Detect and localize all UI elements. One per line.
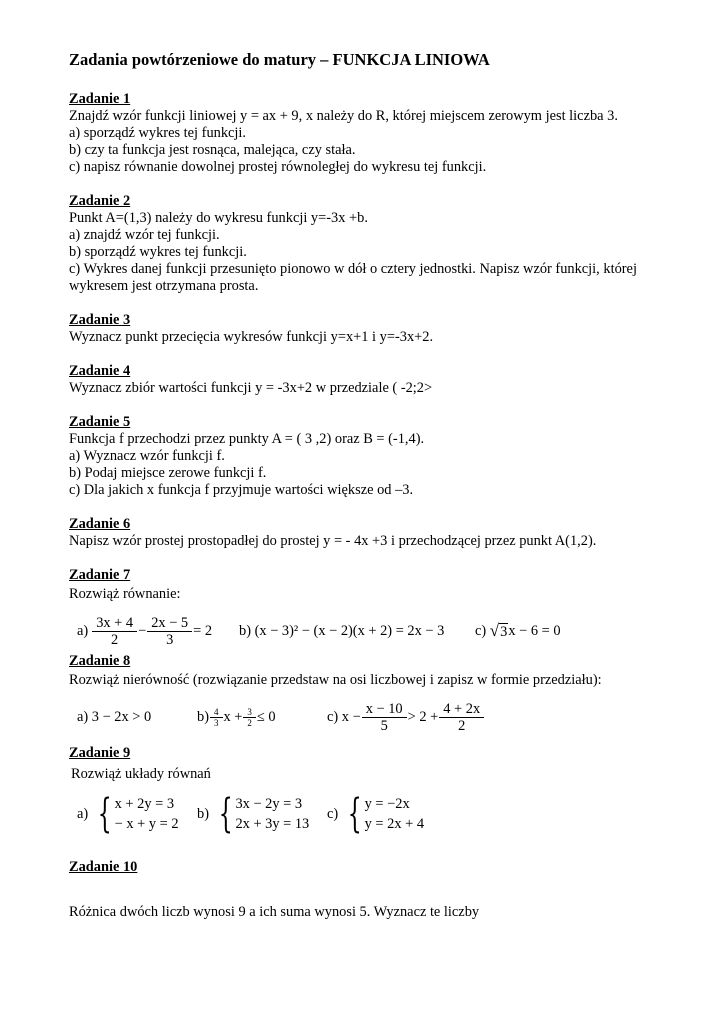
system-row: − x + y = 2 [114, 816, 179, 832]
denominator: 2 [439, 717, 484, 734]
equation-label: c) [475, 622, 487, 639]
equation-system [213, 791, 310, 837]
curly-brace-icon: { [218, 791, 233, 837]
task-text: Napisz wzór prostej prostopadłej do prostej y = - 4x +3 i przechodzącej przez punkt A(1,2). [69, 533, 597, 549]
task-text: a) Wyznacz wzór funkcji f. [69, 448, 225, 464]
numerator: 3 [247, 706, 252, 717]
document-page [69, 50, 669, 938]
task-text: c) napisz równanie dowolnej prostej równoległej do wykresu tej funkcji. [69, 159, 487, 175]
task-title: Zadanie 2 [69, 193, 131, 209]
task-text: b) Podaj miejsce zerowe funkcji f. [69, 465, 267, 481]
task-text: Różnica dwóch liczb wynosi 9 a ich suma wynosi 5. Wyznacz te liczby [69, 904, 480, 920]
denominator: 3 [210, 717, 223, 728]
curly-brace-icon: { [347, 791, 362, 837]
task-text: Rozwiąż równanie: [69, 586, 181, 602]
system-a [77, 789, 179, 839]
task-8 [69, 653, 669, 739]
square-root [489, 620, 509, 640]
task-9 [69, 745, 669, 839]
task-4 [69, 363, 669, 397]
equation-label: b) [197, 805, 209, 822]
task-3 [69, 312, 669, 346]
numerator: x − 10 [365, 700, 403, 717]
system-row: 2x + 3y = 13 [235, 816, 310, 832]
equation-label: a) [77, 708, 89, 725]
numerator: 2x − 5 [151, 614, 189, 631]
equation-row [69, 609, 669, 653]
system-c [327, 789, 424, 839]
task-2 [69, 193, 669, 295]
system-row: y = −2x [364, 796, 410, 812]
equation-lhs: x − [341, 708, 361, 725]
equation-label: c) [327, 805, 339, 822]
equation-label: a) [77, 622, 89, 639]
task-text: a) znajdź wzór tej funkcji. [69, 227, 220, 243]
task-text: b) czy ta funkcja jest rosnąca, malejąca, czy stała. [69, 142, 356, 158]
denominator: 2 [92, 631, 137, 648]
task-5 [69, 414, 669, 499]
task-title: Zadanie 1 [69, 91, 131, 107]
operator: − [138, 622, 147, 639]
fraction [94, 615, 135, 648]
task-title: Zadanie 3 [69, 312, 131, 328]
equation-expr: 3 − 2x > 0 [91, 708, 152, 725]
task-text: Funkcja f przechodzi przez punkty A = ( 3 ,2) oraz B = (-1,4). [69, 431, 425, 447]
task-title: Zadanie 9 [69, 745, 131, 761]
task-text: Wyznacz punkt przecięcia wykresów funkcji y=x+1 i y=-3x+2. [69, 329, 434, 345]
numerator: 4 + 2x [443, 700, 481, 717]
equation-c [327, 695, 485, 739]
task-title: Zadanie 5 [69, 414, 131, 430]
equation-rhs: = 2 [193, 622, 213, 639]
fraction [364, 701, 405, 734]
task-1 [69, 91, 669, 176]
task-text: b) sporządź wykres tej funkcji. [69, 244, 247, 260]
equation-c [475, 609, 561, 653]
equation-system [92, 791, 179, 837]
system-row: y = 2x + 4 [364, 816, 425, 832]
task-6 [69, 516, 669, 550]
task-text: Rozwiąż nierówność (rozwiązanie przedstaw na osi liczbowej i zapisz w formie przedziału): [69, 672, 602, 688]
operator: > 2 + [407, 708, 439, 725]
radicand: 3 [500, 623, 508, 640]
equation-a [77, 695, 151, 739]
system-b [197, 789, 309, 839]
denominator: 5 [362, 717, 407, 734]
equation-b [197, 695, 276, 739]
equation-rhs: ≤ 0 [256, 708, 276, 725]
task-title: Zadanie 4 [69, 363, 131, 379]
equation-b [239, 609, 444, 653]
denominator: 3 [147, 631, 192, 648]
task-text: Rozwiąż układy równań [71, 766, 211, 782]
task-text: Znajdź wzór funkcji liniowej y = ax + 9, x należy do R, której miejscem zerowym jest liczba 3. [69, 108, 618, 124]
system-row: 3x − 2y = 3 [235, 796, 303, 812]
radical-sign-icon: √ [489, 620, 500, 640]
equation-label: c) [327, 708, 339, 725]
task-10 [69, 859, 669, 921]
equation-label: a) [77, 805, 89, 822]
equation-label: b) [197, 708, 209, 725]
task-text: Punkt A=(1,3) należy do wykresu funkcji y=-3x +b. [69, 210, 368, 226]
numerator: 4 [214, 706, 219, 717]
denominator: 2 [243, 717, 256, 728]
operator: x + [223, 708, 243, 725]
task-title: Zadanie 6 [69, 516, 131, 532]
task-7 [69, 567, 669, 653]
task-text: c) Wykres danej funkcji przesunięto pionowo w dół o cztery jednostki. Napisz wzór funkcji, której wykresem jest otrzymana prosta. [69, 261, 637, 294]
task-title: Zadanie 8 [69, 653, 131, 669]
equation-label: b) [239, 622, 251, 639]
task-text: Wyznacz zbiór wartości funkcji y = -3x+2 w przedziale ( -2;2> [69, 380, 433, 396]
task-title: Zadanie 10 [69, 859, 138, 875]
system-row: x + 2y = 3 [114, 796, 175, 812]
fraction [212, 707, 221, 728]
numerator: 3x + 4 [96, 614, 134, 631]
fraction [245, 707, 254, 728]
fraction [149, 615, 190, 648]
equation-row [69, 789, 669, 839]
curly-brace-icon: { [97, 791, 112, 837]
equation-row [69, 695, 669, 739]
equation-a [77, 609, 212, 653]
task-text: a) sporządź wykres tej funkcji. [69, 125, 247, 141]
task-title: Zadanie 7 [69, 567, 131, 583]
equation-expr: x − 6 = 0 [508, 622, 561, 639]
equation-system [342, 791, 425, 837]
task-text: c) Dla jakich x funkcja f przyjmuje wartości większe od –3. [69, 482, 414, 498]
document-title: Zadania powtórzeniowe do matury – FUNKCJA LINIOWA [69, 50, 490, 69]
equation-expr: (x − 3)² − (x − 2)(x + 2) = 2x − 3 [254, 622, 445, 639]
fraction [441, 701, 482, 734]
